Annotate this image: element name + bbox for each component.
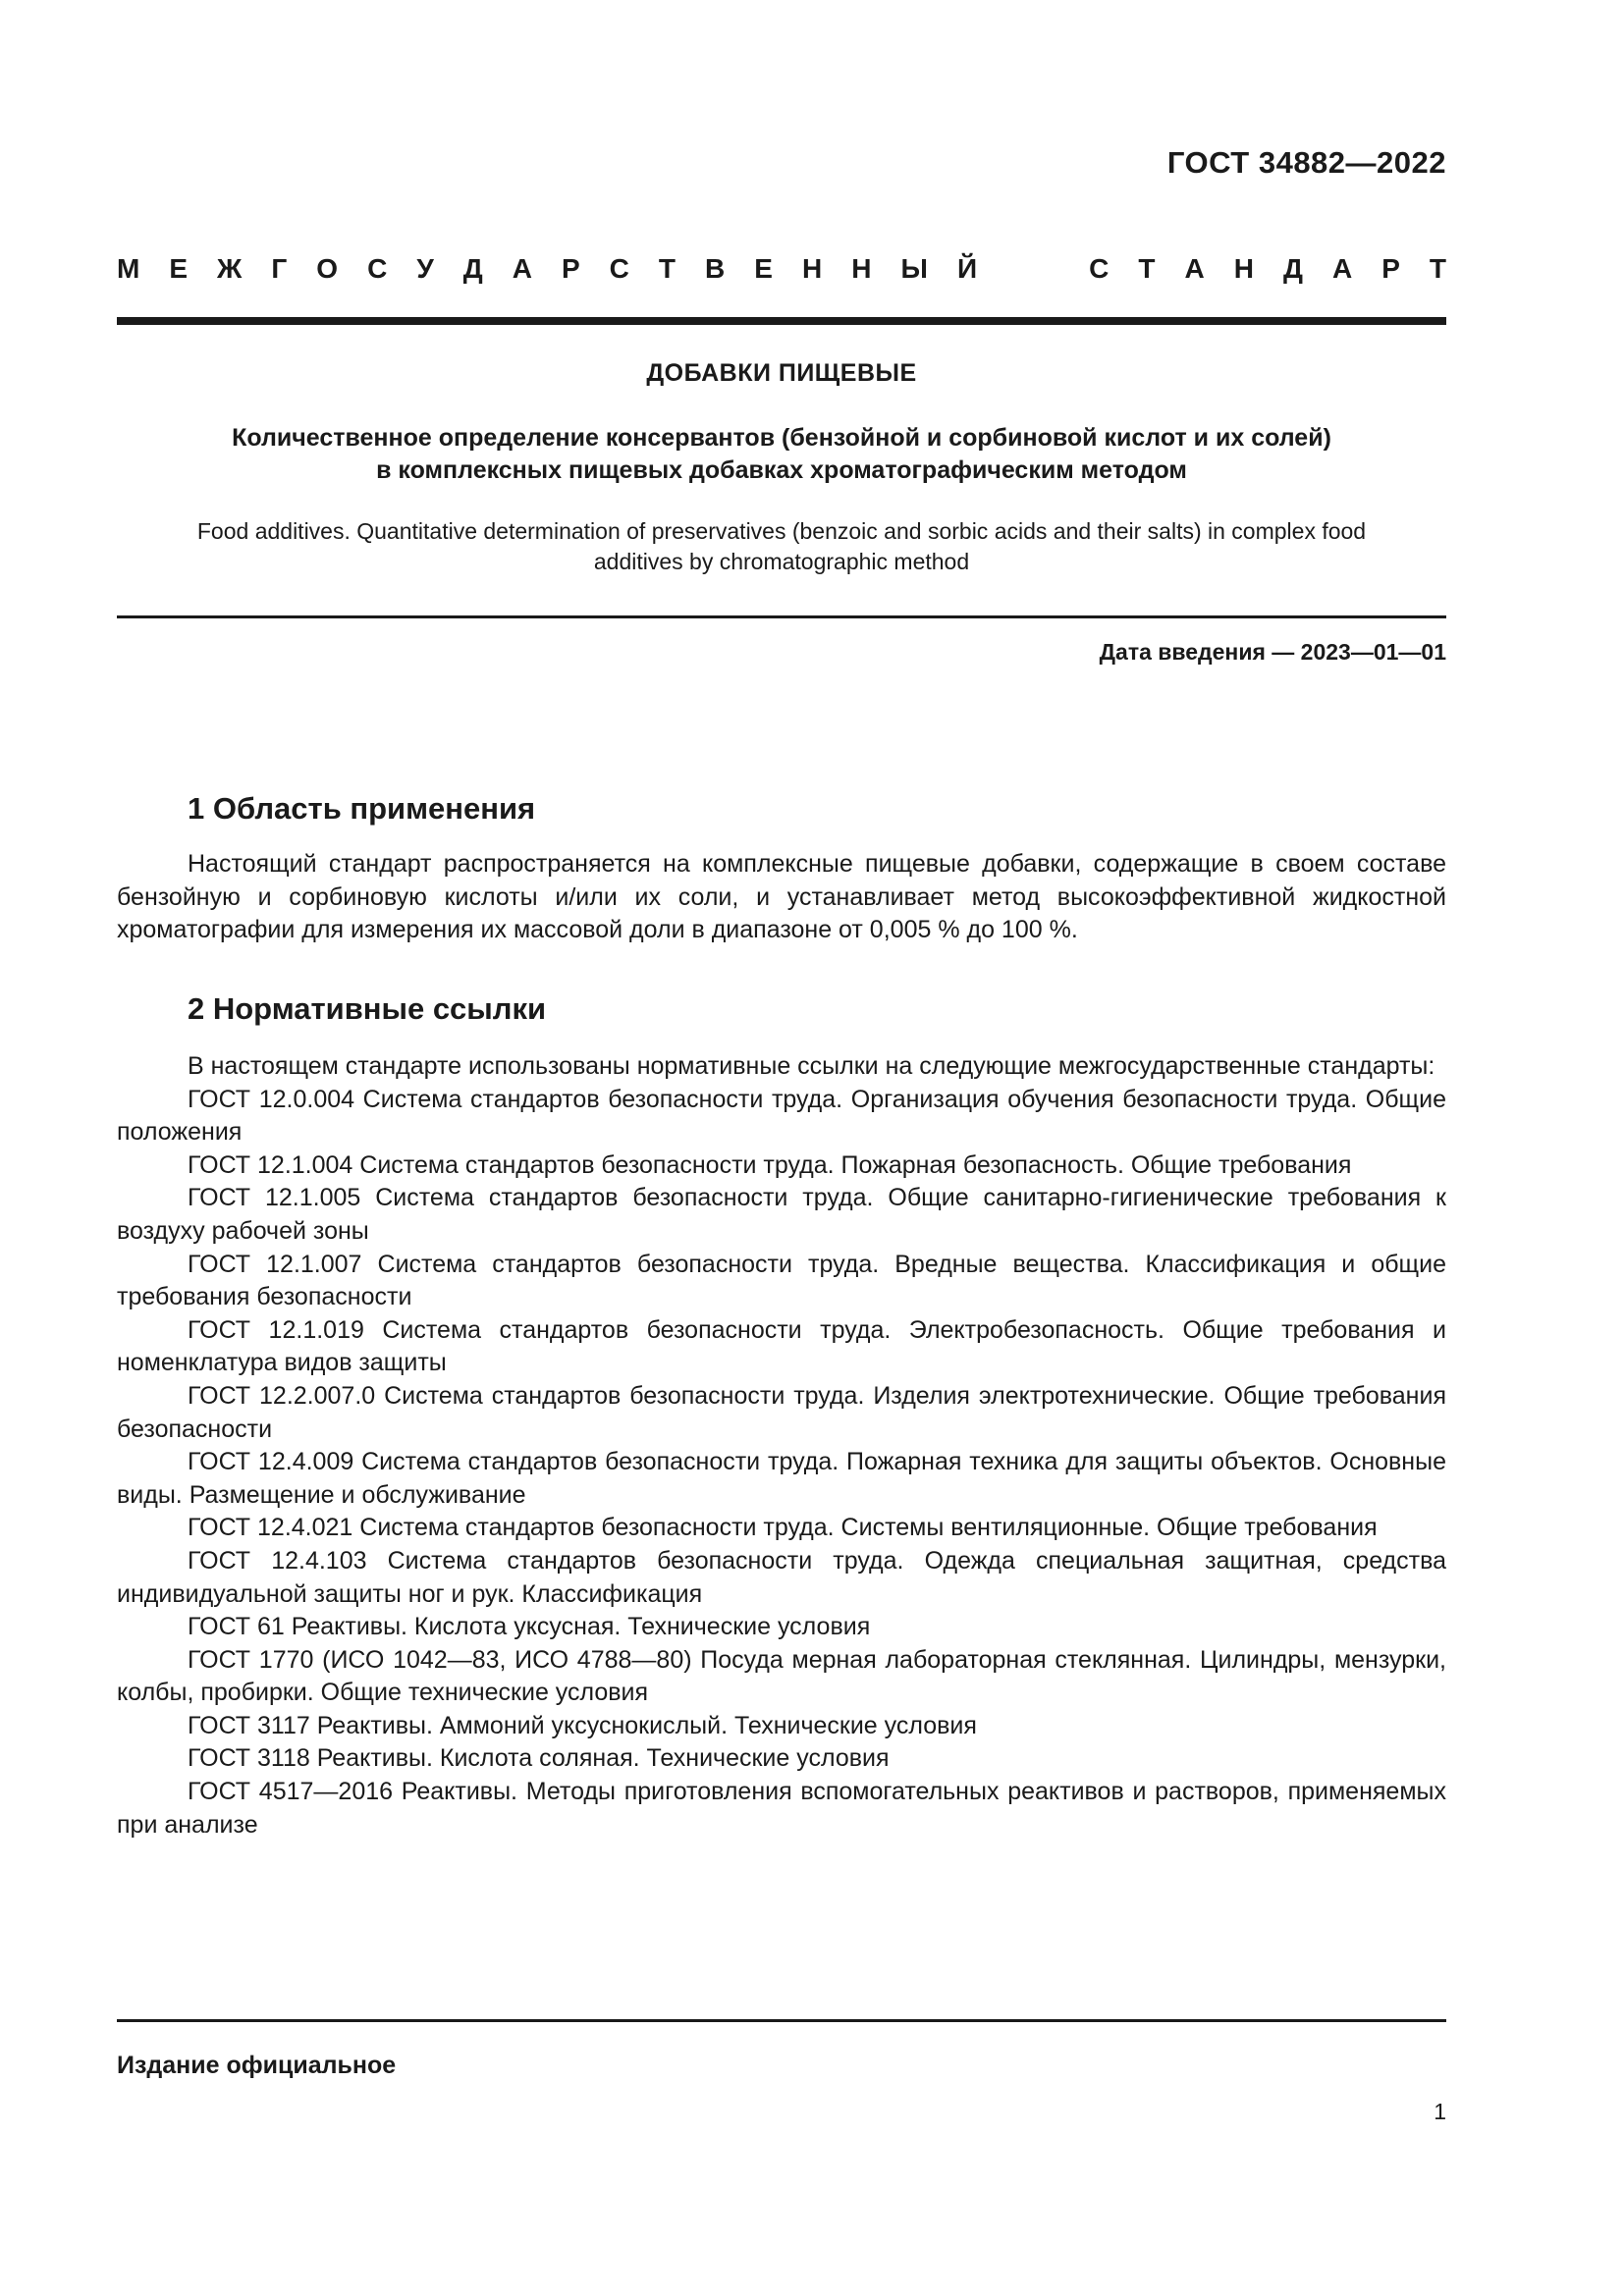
banner-letter: Г <box>271 253 288 284</box>
subtitle-line: в комплексных пищевых добавках хроматографическим методом <box>376 456 1187 484</box>
banner-letter: В <box>705 253 726 284</box>
banner-word-gap <box>1006 253 1059 285</box>
banner-letter: Е <box>169 253 189 284</box>
banner-letter: А <box>1184 253 1205 284</box>
effective-date: Дата введения — 2023—01—01 <box>1099 639 1446 665</box>
reference-item: ГОСТ 61 Реактивы. Кислота уксусная. Технические условия <box>188 1613 871 1641</box>
section-heading-normative-references: 2 Нормативные ссылки <box>188 991 547 1026</box>
footer-divider <box>117 2019 1446 2022</box>
banner-letter: Н <box>1233 253 1254 284</box>
banner-letter: Р <box>1381 253 1400 284</box>
reference-item: ГОСТ 12.4.009 Система стандартов безопасности труда. Пожарная техника для защиты объектов. Основные виды. Размещение и обслуживание <box>117 1448 1446 1509</box>
banner-letter: Ж <box>217 253 243 284</box>
banner-letter: Р <box>561 253 580 284</box>
banner-letter: А <box>1331 253 1353 284</box>
title-divider <box>117 615 1446 618</box>
banner-letter: М <box>117 253 140 284</box>
reference-item: ГОСТ 12.0.004 Система стандартов безопасности труда. Организация обучения безопасности труда. Общие положения <box>117 1085 1446 1147</box>
banner-letter: Ы <box>900 253 928 284</box>
english-title <box>117 516 1446 577</box>
banner-letter: С <box>609 253 629 284</box>
banner-letter: Й <box>956 253 978 284</box>
scope-paragraph: Настоящий стандарт распространяется на комплексные пищевые добавки, содержащие в своем составе бензойную и сорбиновую кислоты и/или их соли, и устанавливает метод высокоэффективной жидкостной хроматографии для измерения их массовой доли в диапазоне от 0,005 % до 100 %. <box>117 850 1446 944</box>
banner-letter: С <box>1089 253 1110 284</box>
banner-letter: Т <box>1138 253 1156 284</box>
document-subtitle <box>117 422 1446 487</box>
english-title-line: Food additives. Quantitative determination of preservatives (benzoic and sorbic acids and their salts) in complex food <box>196 518 1367 544</box>
reference-item: ГОСТ 1770 (ИСО 1042—83, ИСО 4788—80) Посуда мерная лабораторная стеклянная. Цилиндры, мензурки, колбы, пробирки. Общие технические условия <box>117 1645 1446 1707</box>
banner-letter: Н <box>802 253 823 284</box>
interstate-standard-banner <box>117 253 1446 285</box>
page-number: 1 <box>1434 2099 1446 2124</box>
reference-item: ГОСТ 12.4.021 Система стандартов безопасности труда. Системы вентиляционные. Общие требования <box>188 1514 1378 1542</box>
banner-letter: Т <box>1429 253 1446 284</box>
reference-item: ГОСТ 12.1.005 Система стандартов безопасности труда. Общие санитарно-гигиенические требования к воздуху рабочей зоны <box>117 1184 1446 1245</box>
normative-references-list <box>117 1050 1446 1842</box>
banner-letter: У <box>416 253 434 284</box>
official-edition-label: Издание официальное <box>117 2052 397 2079</box>
banner-letter: Д <box>462 253 483 284</box>
reference-item: ГОСТ 4517—2016 Реактивы. Методы приготовления вспомогательных реактивов и растворов, применяемых при анализе <box>117 1778 1446 1839</box>
banner-letter: Н <box>851 253 872 284</box>
english-title-line: additives by chromatographic method <box>593 549 970 574</box>
reference-item: ГОСТ 3118 Реактивы. Кислота соляная. Технические условия <box>188 1744 890 1773</box>
section-heading-scope: 1 Область применения <box>188 791 536 826</box>
banner-letter: А <box>512 253 532 284</box>
references-intro: В настоящем стандарте использованы нормативные ссылки на следующие межгосударственные стандарты: <box>188 1052 1435 1080</box>
banner-letter: Е <box>754 253 773 284</box>
reference-item: ГОСТ 12.4.103 Система стандартов безопасности труда. Одежда специальная защитная, средства индивидуальной защиты ног и рук. Классификация <box>117 1546 1446 1608</box>
reference-item: ГОСТ 12.1.004 Система стандартов безопасности труда. Пожарная безопасность. Общие требования <box>188 1150 1352 1179</box>
reference-item: ГОСТ 12.1.019 Система стандартов безопасности труда. Электробезопасность. Общие требования и номенклатура видов защиты <box>117 1315 1446 1377</box>
banner-letter: Д <box>1282 253 1303 284</box>
banner-letter: Т <box>658 253 677 284</box>
header-thick-rule <box>117 317 1446 325</box>
subtitle-line: Количественное определение консервантов (бензойной и сорбиновой кислот и их солей) <box>232 424 1331 452</box>
banner-letter: О <box>316 253 339 284</box>
document-code: ГОСТ 34882—2022 <box>1166 145 1446 180</box>
reference-item: ГОСТ 12.2.007.0 Система стандартов безопасности труда. Изделия электротехнические. Общие требования безопасности <box>117 1381 1446 1443</box>
reference-item: ГОСТ 3117 Реактивы. Аммоний уксуснокислый. Технические условия <box>188 1711 977 1739</box>
document-title: ДОБАВКИ ПИЩЕВЫЕ <box>646 359 917 387</box>
banner-letter: С <box>367 253 388 284</box>
reference-item: ГОСТ 12.1.007 Система стандартов безопасности труда. Вредные вещества. Классификация и общие требования безопасности <box>117 1250 1446 1311</box>
